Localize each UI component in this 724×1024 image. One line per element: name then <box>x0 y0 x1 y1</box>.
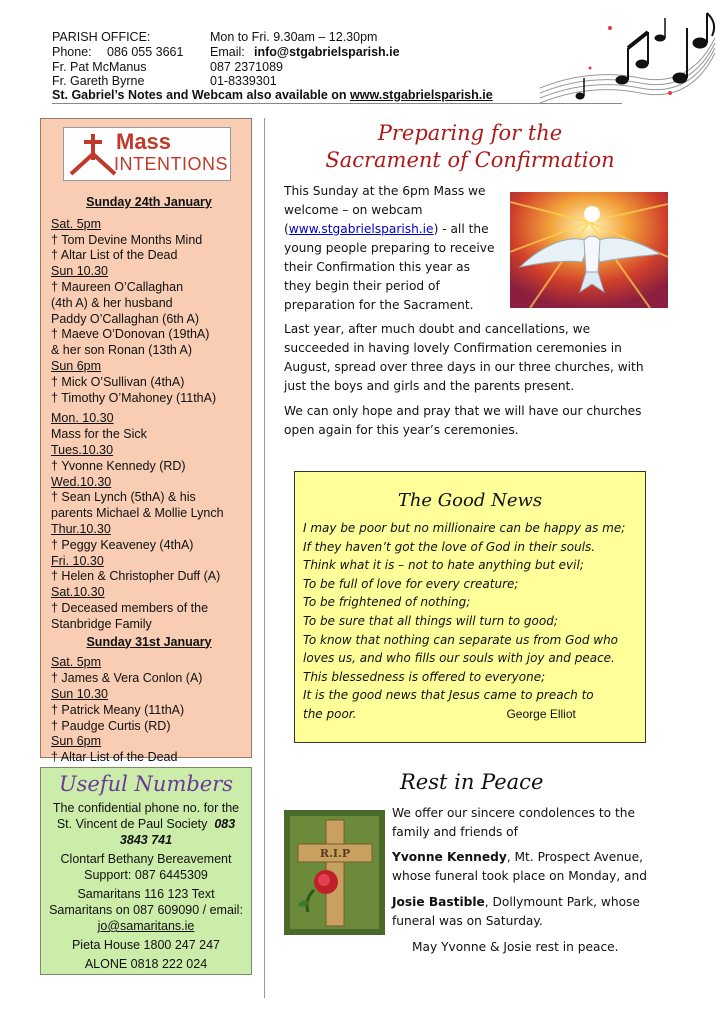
samaritans-email-link[interactable]: jo@samaritans.ie <box>97 919 195 933</box>
sunday-24-heading: Sunday 24th January <box>86 195 212 209</box>
poem-line: To know that nothing can separate us from God who <box>303 632 619 647</box>
mass-time-heading: Mon. 10.30 <box>51 411 114 426</box>
mass-intention-line: parents Michael & Mollie Lynch <box>51 506 224 521</box>
svp-phone: 083 3843 741 <box>119 817 236 847</box>
poem-line: I may be poor but no millionaire can be happy as me; <box>303 521 626 535</box>
logo-intentions-text: INTENTIONS <box>114 154 229 174</box>
confirmation-paragraph-3: We can only hope and pray that we will have our churches open again for this year’s ceremonies. <box>284 404 642 437</box>
mass-intention-line: (4th A) & her husband <box>51 295 173 310</box>
mass-intention-line: † Maeve O’Donovan (19thA) <box>51 327 210 342</box>
poem-line: To be sure that all things will turn to good; <box>303 613 558 628</box>
poem-last-line: the poor. <box>303 706 357 721</box>
rip-closing: May Yvonne & Josie rest in peace. <box>412 940 619 954</box>
good-news-poem <box>303 519 643 724</box>
mass-intention-line: † Patrick Meany (11thA) <box>51 702 185 717</box>
mass-intention-line: † Timothy O’Mahoney (11thA) <box>51 390 217 405</box>
webcam-link[interactable]: www.stgabrielsparish.ie <box>288 222 434 236</box>
mass-intentions-logo <box>63 127 231 181</box>
phone-label: Phone: <box>52 45 92 59</box>
rip-paragraph-1: We offer our sincere condolences to the family and friends of <box>392 806 635 839</box>
phone-number: 086 055 3661 <box>107 45 184 59</box>
rip-paragraph-3: Josie Bastible, Dollymount Park, whose funeral was on Saturday. <box>392 895 640 928</box>
useful-numbers-panel <box>40 767 252 975</box>
mass-intention-line: † James & Vera Conlon (A) <box>51 671 203 686</box>
priest-1-name: Fr. Pat McManus <box>52 60 147 74</box>
rip-cross-rose-image <box>284 810 385 935</box>
mass-intentions-list <box>51 195 247 766</box>
rip-cross-label: R.I.P <box>319 847 351 860</box>
poem-line: To be full of love for every creature; <box>303 576 519 591</box>
notes-text: St. Gabriel’s Notes and Webcam also available on <box>52 88 347 102</box>
mass-time-heading: Sat. 5pm <box>51 655 102 670</box>
mass-intention-line: & her son Ronan (13th A) <box>51 343 193 358</box>
good-news-title: The Good News <box>397 490 543 511</box>
mass-time-heading: Sun 6pm <box>51 734 102 749</box>
mass-intention-line: † Maureen O’Callaghan <box>51 279 184 294</box>
mass-intention-line: † Sean Lynch (5thA) & his <box>51 490 196 505</box>
mass-time-heading: Tues.10.30 <box>51 442 114 457</box>
confirmation-title-line2: Sacrament of Confirmation <box>325 148 615 172</box>
mass-time-heading: Sat. 5pm <box>51 216 102 231</box>
mass-time-heading: Wed.10.30 <box>51 474 112 489</box>
music-notes-icon <box>530 8 720 108</box>
email-label: Email: <box>210 45 245 59</box>
confirmation-paragraph-2: Last year, after much doubt and cancellations, we succeeded in having lovely Confirmation ceremonies in August, spread over three days in our three churches, with just the boys and girls and the parents present. <box>284 322 644 393</box>
mass-intention-line: † Mick O’Sullivan (4thA) <box>51 374 185 389</box>
confirmation-paragraph-1: This Sunday at the 6pm Mass we welcome – on webcam (www.stgabrielsparish.ie) - all the young people preparing to receive their Confirmation this year as they begin their period of preparation for the Sacrament. <box>284 184 495 312</box>
priest-2-name: Fr. Gareth Byrne <box>52 74 145 88</box>
mass-intention-line: † Paudge Curtis (RD) <box>51 718 171 733</box>
mass-time-heading: Sat.10.30 <box>51 585 105 600</box>
poem-line: To be frightened of nothing; <box>303 595 471 610</box>
mass-time-heading: Sun 10.30 <box>51 686 108 701</box>
mass-intention-line: † Peggy Keaveney (4thA) <box>51 537 194 552</box>
confirmation-title <box>290 120 650 174</box>
poem-line: Think what it is – not to hate anything but evil; <box>303 558 584 573</box>
church-cross-icon <box>68 132 118 176</box>
mass-intention-line: † Deceased members of the <box>51 600 209 615</box>
header-divider <box>52 103 622 104</box>
poem-line: It is the good news that Jesus came to preach to <box>303 688 594 703</box>
deceased-name-1: Yvonne Kennedy <box>392 850 507 864</box>
pieta-entry: Pieta House 1800 247 247 <box>71 938 221 952</box>
office-label: PARISH OFFICE: <box>52 30 151 44</box>
alone-entry: ALONE 0818 222 024 <box>84 957 208 971</box>
mass-intention-line: Mass for the Sick <box>51 427 147 442</box>
mass-intention-line: Paddy O’Callaghan (6th A) <box>51 311 200 326</box>
mass-time-heading: Thur.10.30 <box>51 521 111 536</box>
svp-entry: The confidential phone no. for the St. Vincent de Paul Society 083 3843 741 <box>52 801 240 847</box>
useful-numbers-title: Useful Numbers <box>58 772 234 796</box>
mass-intention-line: † Altar List of the Dead <box>51 750 178 765</box>
rest-in-peace-title: Rest in Peace <box>400 770 544 794</box>
mass-intentions-panel <box>40 118 252 765</box>
deceased-name-2: Josie Bastible <box>392 895 485 909</box>
poem-line: If they haven’t got the love of God in their souls. <box>303 539 596 554</box>
mass-time-heading: Sun 10.30 <box>51 264 108 279</box>
mass-time-heading: Sun 6pm <box>51 358 102 373</box>
holy-spirit-dove-image <box>510 192 668 308</box>
confirmation-title-line1: Preparing for the <box>377 121 563 145</box>
poem-line: loves us, and who fills our souls with joy and peace. <box>303 651 615 666</box>
mass-intention-line: † Yvonne Kennedy (RD) <box>51 458 186 473</box>
mass-intention-line: † Altar List of the Dead <box>51 248 178 263</box>
rip-paragraph-2: Yvonne Kennedy, Mt. Prospect Avenue, whose funeral took place on Monday, and <box>392 850 647 883</box>
samaritans-entry: Samaritans 116 123 Text Samaritans on 087 609090 / email: jo@samaritans.ie <box>49 887 243 933</box>
email-link[interactable]: info@stgabrielsparish.ie <box>254 45 400 59</box>
useful-numbers-list <box>47 800 245 975</box>
mass-time-heading: Fri. 10.30 <box>51 553 104 568</box>
sunday-31-heading: Sunday 31st January <box>86 634 212 649</box>
poem-line: This blessedness is offered to everyone; <box>303 669 546 684</box>
logo-mass-text: Mass <box>116 129 172 154</box>
poem-author: George Elliot <box>506 706 576 721</box>
office-hours: Mon to Fri. 9.30am – 12.30pm <box>210 30 378 44</box>
priest-1-phone: 087 2371089 <box>210 60 283 74</box>
notes-line <box>52 87 493 103</box>
mass-intention-line: † Helen & Christopher Duff (A) <box>51 569 221 584</box>
column-divider <box>264 118 265 998</box>
good-news-panel <box>294 471 646 743</box>
priest-2-phone: 01-8339301 <box>210 74 277 88</box>
mass-intention-line: † Tom Devine Months Mind <box>51 232 203 247</box>
bethany-entry: Clontarf Bethany Bereavement Support: 087 6445309 <box>60 852 232 882</box>
mass-intention-line: Stanbridge Family <box>51 616 152 631</box>
website-link[interactable]: www.stgabrielsparish.ie <box>350 88 493 102</box>
